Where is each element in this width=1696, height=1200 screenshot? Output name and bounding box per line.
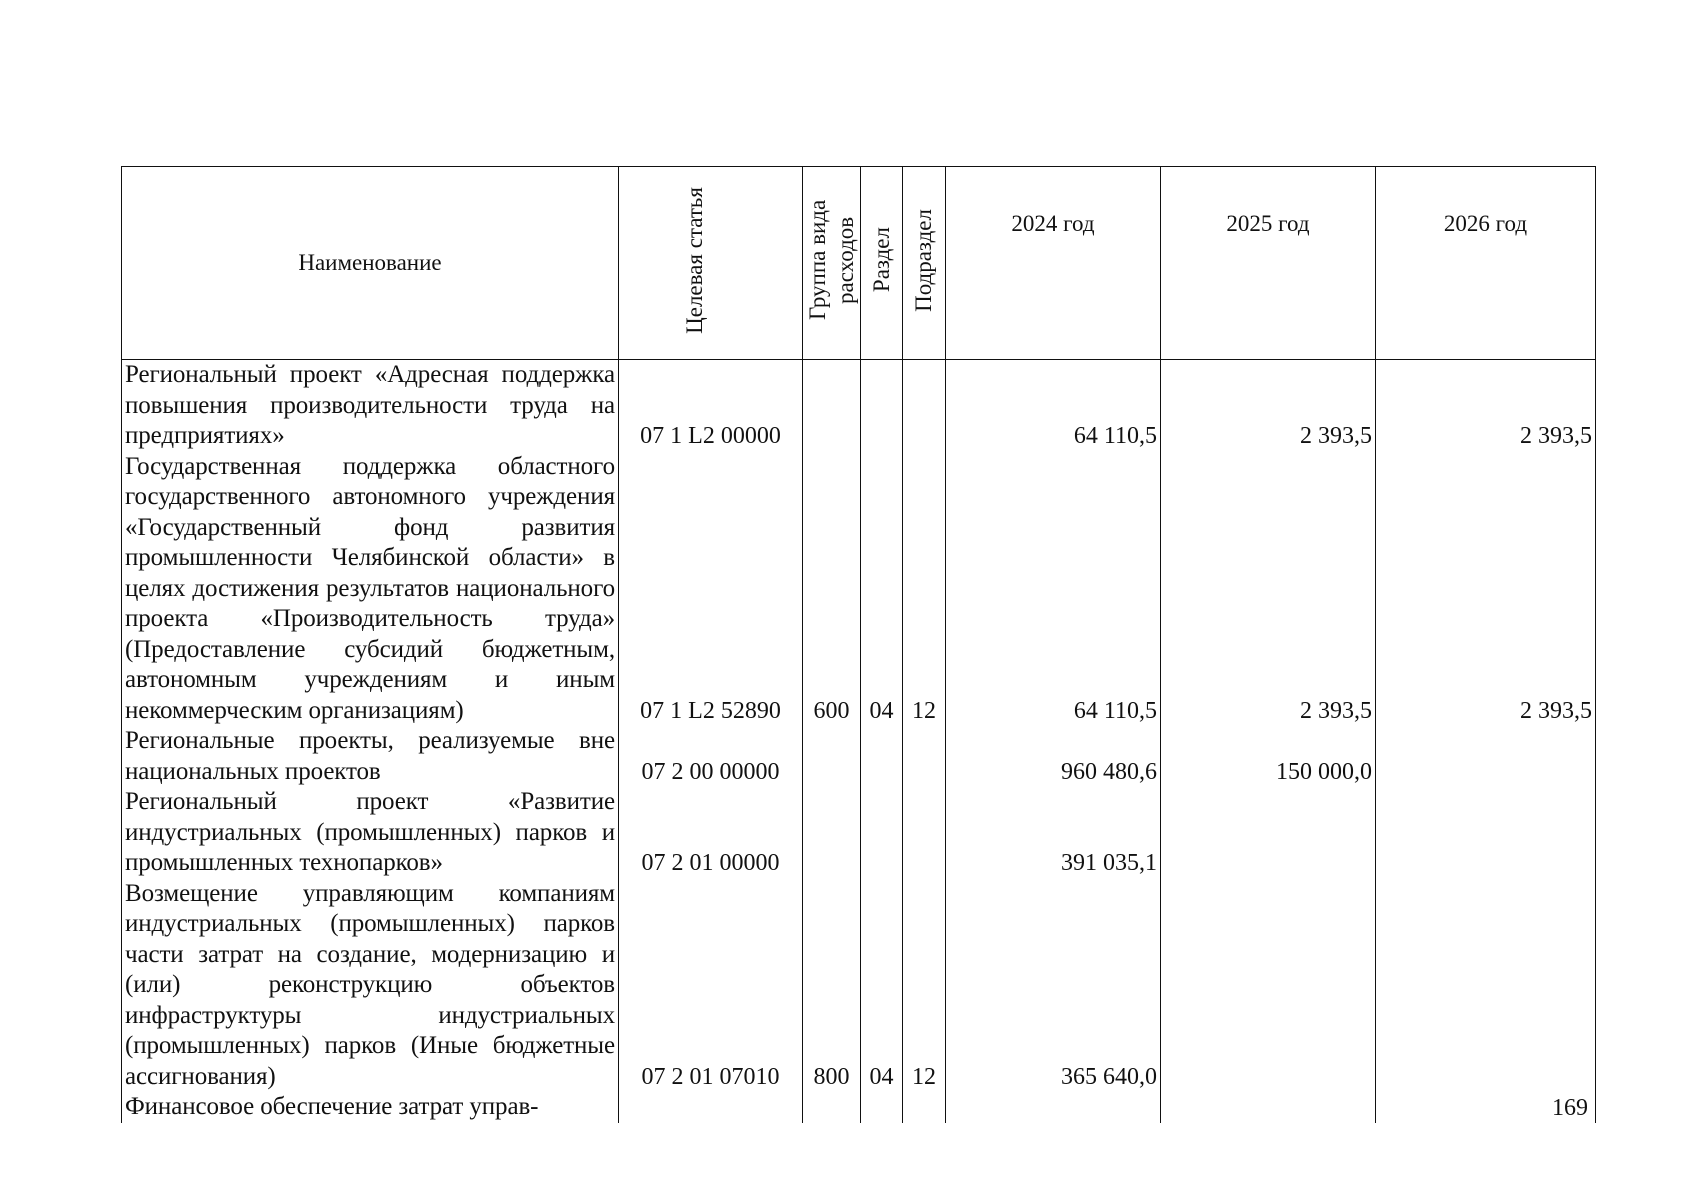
row-2026: 2 393,5 xyxy=(1376,452,1596,727)
header-expense-group: Группа вида расходов xyxy=(803,167,861,360)
row-code: 07 2 00 00000 xyxy=(619,726,803,787)
row-group xyxy=(803,787,861,879)
header-target-article: Целевая статья xyxy=(619,167,803,360)
row-2024: 960 480,6 xyxy=(946,726,1161,787)
row-2025: 2 393,5 xyxy=(1161,360,1376,452)
row-2026 xyxy=(1376,726,1596,787)
row-section xyxy=(861,1092,903,1123)
row-2025 xyxy=(1161,879,1376,1093)
row-2025 xyxy=(1161,787,1376,879)
row-name: Региональный проект «Развитие индустриальных (промышленных) парков и промышленных технопарков» xyxy=(122,787,619,879)
row-group xyxy=(803,726,861,787)
row-section: 04 xyxy=(861,879,903,1093)
table-row xyxy=(122,360,1596,452)
row-2026 xyxy=(1376,787,1596,879)
header-year-2026: 2026 год xyxy=(1376,167,1596,360)
row-subsection xyxy=(903,360,946,452)
row-code xyxy=(619,1092,803,1123)
row-2025 xyxy=(1161,1092,1376,1123)
row-code: 07 1 L2 52890 xyxy=(619,452,803,727)
row-group: 600 xyxy=(803,452,861,727)
row-section xyxy=(861,787,903,879)
row-2024: 64 110,5 xyxy=(946,452,1161,727)
header-name: Наименование xyxy=(122,167,619,360)
row-subsection xyxy=(903,1092,946,1123)
table-row xyxy=(122,452,1596,727)
row-subsection: 12 xyxy=(903,452,946,727)
row-subsection xyxy=(903,787,946,879)
header-subsection: Подраздел xyxy=(903,167,946,360)
row-section: 04 xyxy=(861,452,903,727)
row-2024: 391 035,1 xyxy=(946,787,1161,879)
header-year-2024: 2024 год xyxy=(946,167,1161,360)
row-name: Региональные проекты, реализуемые вне национальных проектов xyxy=(122,726,619,787)
budget-table xyxy=(121,166,1596,1123)
table-header-row xyxy=(122,167,1596,360)
row-name: Возмещение управляющим компаниям индустриальных (промышленных) парков части затрат на создание, модернизацию и (или) реконструкцию объектов инфраструктуры индустриальных (промышленных) парков (Иные бюджетные ассигнования) xyxy=(122,879,619,1093)
header-year-2025: 2025 год xyxy=(1161,167,1376,360)
row-code: 07 1 L2 00000 xyxy=(619,360,803,452)
table-row xyxy=(122,726,1596,787)
row-2026: 2 393,5 xyxy=(1376,360,1596,452)
row-2024: 64 110,5 xyxy=(946,360,1161,452)
row-name: Региональный проект «Адресная поддержка повышения производительности труда на предприятиях» xyxy=(122,360,619,452)
row-2024: 365 640,0 xyxy=(946,879,1161,1093)
row-group xyxy=(803,1092,861,1123)
row-group xyxy=(803,360,861,452)
row-subsection: 12 xyxy=(903,879,946,1093)
table-row xyxy=(122,1092,1596,1123)
row-name: Финансовое обеспечение затрат управ- xyxy=(122,1092,619,1123)
row-name: Государственная поддержка областного государственного автономного учреждения «Государственный фонд развития промышленности Челябинской области» в целях достижения результатов национального проекта «Производительность труда» (Предоставление субсидий бюджетным, автономным учреждениям и иным некоммерческим организациям) xyxy=(122,452,619,727)
row-code: 07 2 01 00000 xyxy=(619,787,803,879)
row-section xyxy=(861,360,903,452)
table-row xyxy=(122,787,1596,879)
table-row xyxy=(122,879,1596,1093)
row-2024 xyxy=(946,1092,1161,1123)
row-2026 xyxy=(1376,879,1596,1093)
row-subsection xyxy=(903,726,946,787)
row-group: 800 xyxy=(803,879,861,1093)
row-2025: 150 000,0 xyxy=(1161,726,1376,787)
row-section xyxy=(861,726,903,787)
row-2025: 2 393,5 xyxy=(1161,452,1376,727)
page-number: 169 xyxy=(1552,1095,1588,1121)
header-section: Раздел xyxy=(861,167,903,360)
row-code: 07 2 01 07010 xyxy=(619,879,803,1093)
